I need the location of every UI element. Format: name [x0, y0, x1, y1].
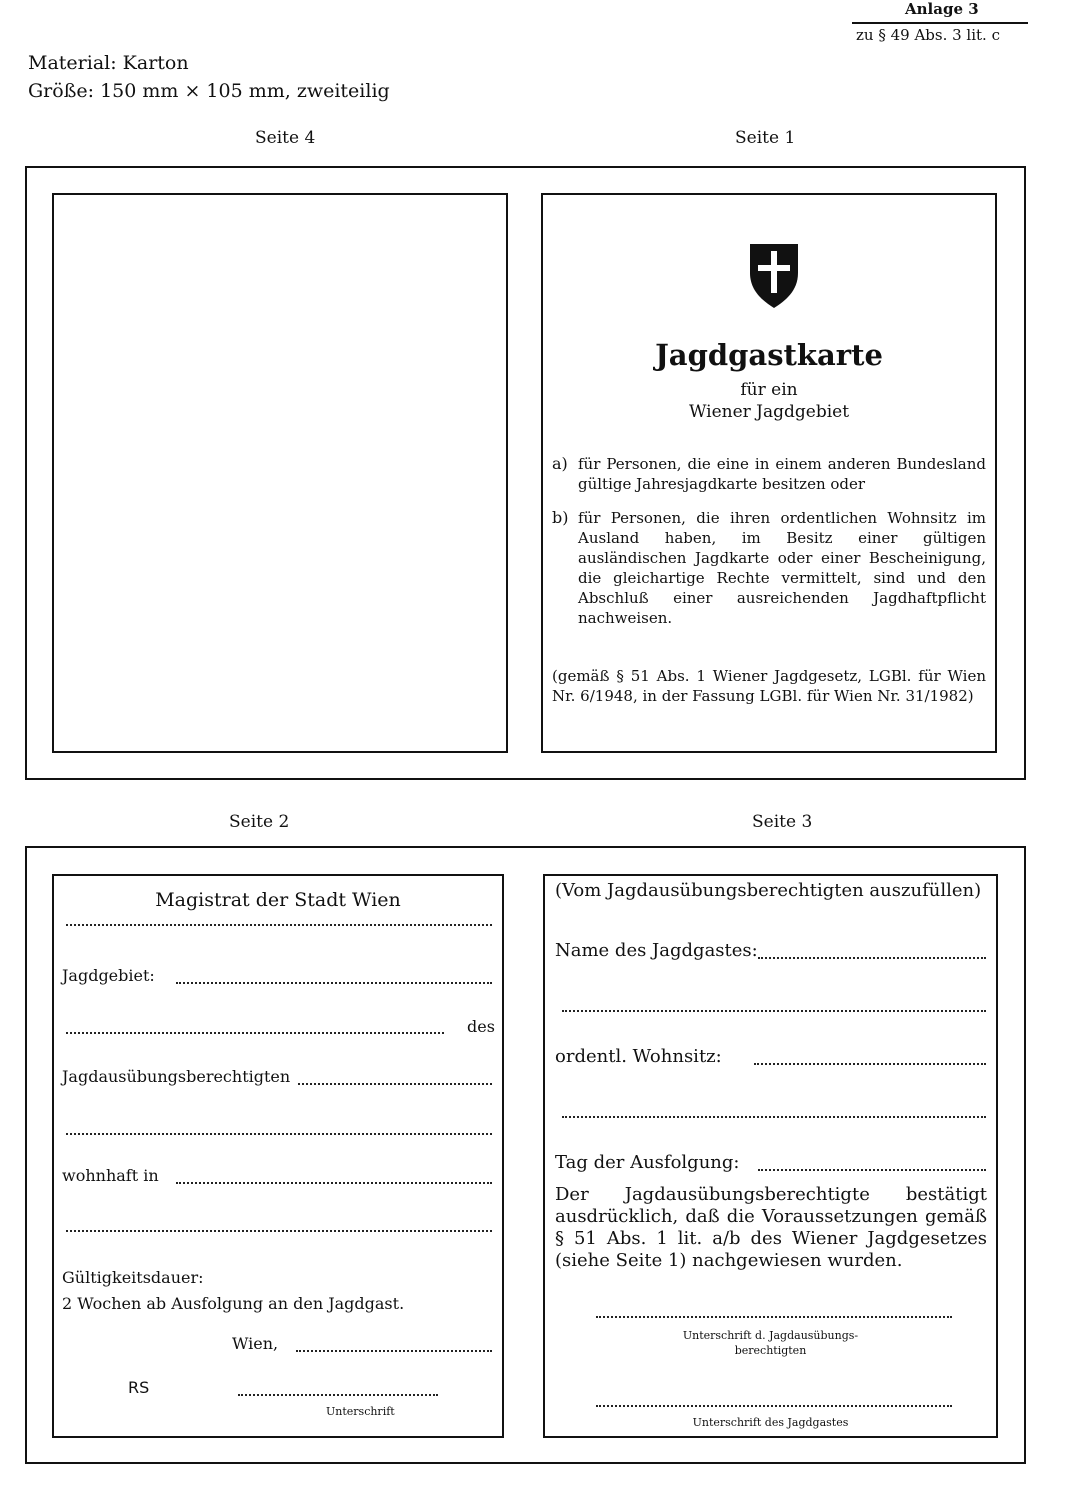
- page-1-subtitle-1: für ein: [740, 380, 798, 400]
- item-a-text: für Personen, die eine in einem anderen Bundesland gültige Jahresjagdkarte besitzen oder: [578, 455, 986, 493]
- gueltigkeit-label: Gültigkeitsdauer:: [62, 1268, 204, 1287]
- legal-reference: (gemäß § 51 Abs. 1 Wiener Jagdgesetz, LGBl. für Wien Nr. 6/1948, in der Fassung LGBl. für Wien Nr. 31/1982): [552, 667, 986, 705]
- jagdgebiet-label: Jagdgebiet:: [62, 966, 155, 985]
- name-field-2[interactable]: [562, 1010, 986, 1012]
- wohnhaft-field[interactable]: [176, 1182, 492, 1184]
- sig1-caption-2: berechtigten: [734, 1344, 807, 1357]
- page-2-panel: [52, 874, 504, 1438]
- wohnhaft-label: wohnhaft in: [62, 1166, 159, 1185]
- gueltigkeit-value: 2 Wochen ab Ausfolgung an den Jagdgast.: [62, 1294, 405, 1313]
- jagdgast-signature-field[interactable]: [596, 1405, 952, 1407]
- page-1-subtitle-2: Wiener Jagdgebiet: [688, 402, 850, 422]
- item-b-text: für Personen, die ihren ordentlichen Wohnsitz im Ausland haben, im Besitz einer gültigen ausländischen Jagdkarte oder einer Bescheinigung, die gleichartige Rechte vermittelt, sind und den Abschluß einer ausreichenden Jagdhaftpflicht nachweisen.: [578, 509, 986, 627]
- material-text: Material: Karton: [28, 52, 189, 74]
- berechtigter-signature-field[interactable]: [596, 1316, 952, 1318]
- sig2-caption: Unterschrift des Jagdgastes: [692, 1416, 849, 1429]
- page-4-panel: [52, 193, 508, 753]
- wohnsitz-label: ordentl. Wohnsitz:: [555, 1046, 722, 1067]
- berechtigten-field[interactable]: [298, 1083, 492, 1085]
- reference-label: zu § 49 Abs. 3 lit. c: [856, 26, 1000, 44]
- groesse-text: Größe: 150 mm × 105 mm, zweiteilig: [28, 80, 390, 102]
- signature-field[interactable]: [238, 1394, 438, 1396]
- rs-label: RS: [128, 1378, 150, 1397]
- berechtigten-field-2[interactable]: [66, 1133, 492, 1135]
- name-label: Name des Jagdgastes:: [555, 940, 758, 961]
- header-rule: [852, 22, 1028, 24]
- page-3-intro: (Vom Jagdausübungsberechtigten auszufüllen): [555, 880, 982, 901]
- item-b-marker: b): [552, 508, 569, 527]
- tag-field[interactable]: [758, 1169, 986, 1171]
- wohnsitz-field[interactable]: [754, 1063, 986, 1065]
- sig1-caption-1: Unterschrift d. Jagdausübungs-: [682, 1329, 859, 1342]
- label-seite-4: Seite 4: [255, 128, 316, 148]
- label-seite-2: Seite 2: [229, 812, 290, 832]
- jagdgebiet-field[interactable]: [176, 982, 492, 984]
- vienna-coat-of-arms-icon: [749, 243, 799, 309]
- name-field[interactable]: [758, 957, 986, 959]
- signature-caption: Unterschrift: [326, 1405, 395, 1418]
- berechtigten-label: Jagdausübungsberechtigten: [62, 1067, 291, 1086]
- heading-dotted-line[interactable]: [66, 924, 492, 926]
- date-field[interactable]: [296, 1350, 492, 1352]
- label-seite-3: Seite 3: [752, 812, 813, 832]
- page-1-title: Jagdgastkarte: [655, 338, 883, 372]
- label-seite-1: Seite 1: [735, 128, 796, 148]
- wohnhaft-field-2[interactable]: [66, 1230, 492, 1232]
- bestaetigung-text: Der Jagdausübungsberechtigte bestätigt ausdrücklich, daß die Voraussetzungen gemäß § 51 Abs. 1 lit. a/b des Wiener Jagdgesetzes (siehe Seite 1) nachgewiesen wurden.: [555, 1184, 987, 1271]
- tag-label: Tag der Ausfolgung:: [555, 1152, 740, 1173]
- item-a-marker: a): [552, 454, 568, 473]
- page-2-heading: Magistrat der Stadt Wien: [155, 889, 401, 911]
- wohnsitz-field-2[interactable]: [562, 1116, 986, 1118]
- des-label: des: [467, 1017, 495, 1036]
- wien-label: Wien,: [232, 1334, 279, 1353]
- jagdgebiet-field-2[interactable]: [66, 1032, 444, 1034]
- anlage-label: Anlage 3: [905, 0, 979, 18]
